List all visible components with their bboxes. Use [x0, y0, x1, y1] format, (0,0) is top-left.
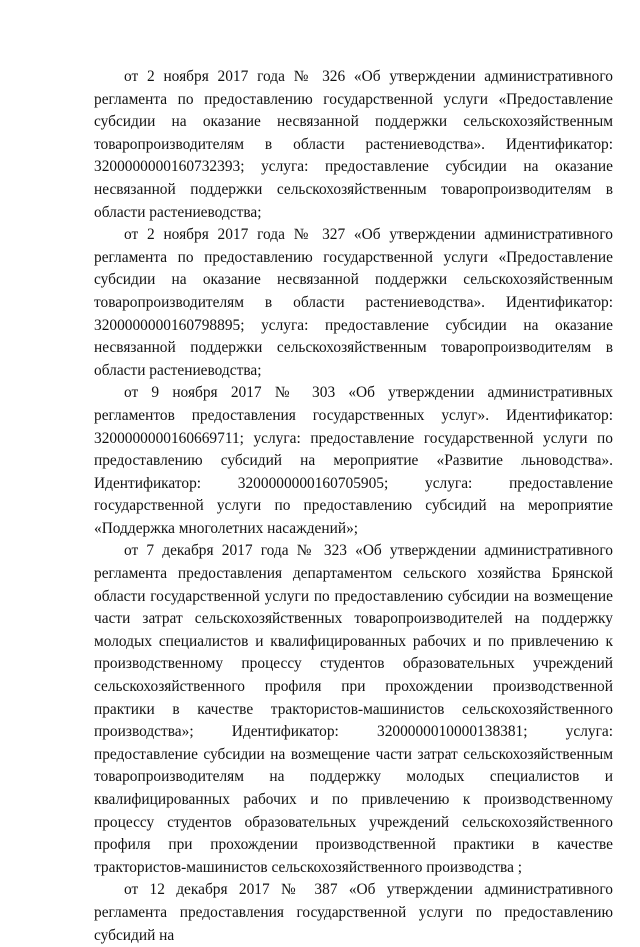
order-paragraph-303: от 9 ноября 2017 № 303 «Об утверждении административных регламентов предоставления государственных услуг». Идентификатор: 3200000000160669711; услуга: предоставление государственной услуги по предоставлению субсидий на мероприятие «Развитие льноводства». Идентификатор: 3200000000160705905; услуга: предоставление государственной услуги по предоставлению субсидий на мероприятие «Поддержка многолетних насаждений»;: [94, 384, 613, 537]
order-paragraph-387: от 12 декабря 2017 № 387 «Об утверждении административного регламента предоставления государственной услуги по предоставлению субсидий на: [94, 881, 613, 944]
order-paragraph-326: от 2 ноября 2017 года № 326 «Об утверждении административного регламента по предоставлению государственной услуги «Предоставление субсидии на оказание несвязанной поддержки сельскохозяйственным товаропроизводителям в области растениеводства». Идентификатор: 3200000000160732393; услуга: предоставление субсидии на оказание несвязанной поддержки сельскохозяйственным товаропроизводителям в области растениеводства;: [94, 68, 613, 221]
order-paragraph-323: от 7 декабря 2017 года № 323 «Об утверждении административного регламента предоставления департаментом сельского хозяйства Брянской области государственной услуги по предоставлению субсидии на возмещение части затрат сельскохозяйственных товаропроизводителей на поддержку молодых специалистов и квалифицированных рабочих и по привлечению к производственному процессу студентов образовательных учреждений сельскохозяйственного профиля при прохождении производственной практики в качестве трактористов-машинистов сельскохозяйственного производства»; Идентификатор: 3200000010000138381; услуга: предоставление субсидии на возмещение части затрат сельскохозяйственным товаропроизводителям на поддержку молодых специалистов и квалифицированных рабочих и по привлечению к производственному процессу студентов образовательных учреждений сельскохозяйственного профиля при прохождении производственной практики в качестве трактористов-машинистов сельскохозяйственного производства ;: [94, 542, 613, 876]
document-page: [94, 66, 613, 947]
order-paragraph-327: от 2 ноября 2017 года № 327 «Об утверждении административного регламента по предоставлению государственной услуги «Предоставление субсидии на оказание несвязанной поддержки сельскохозяйственным товаропроизводителям в области растениеводства». Идентификатор: 3200000000160798895; услуга: предоставление субсидии на оказание несвязанной поддержки сельскохозяйственным товаропроизводителям в области растениеводства;: [94, 226, 613, 379]
